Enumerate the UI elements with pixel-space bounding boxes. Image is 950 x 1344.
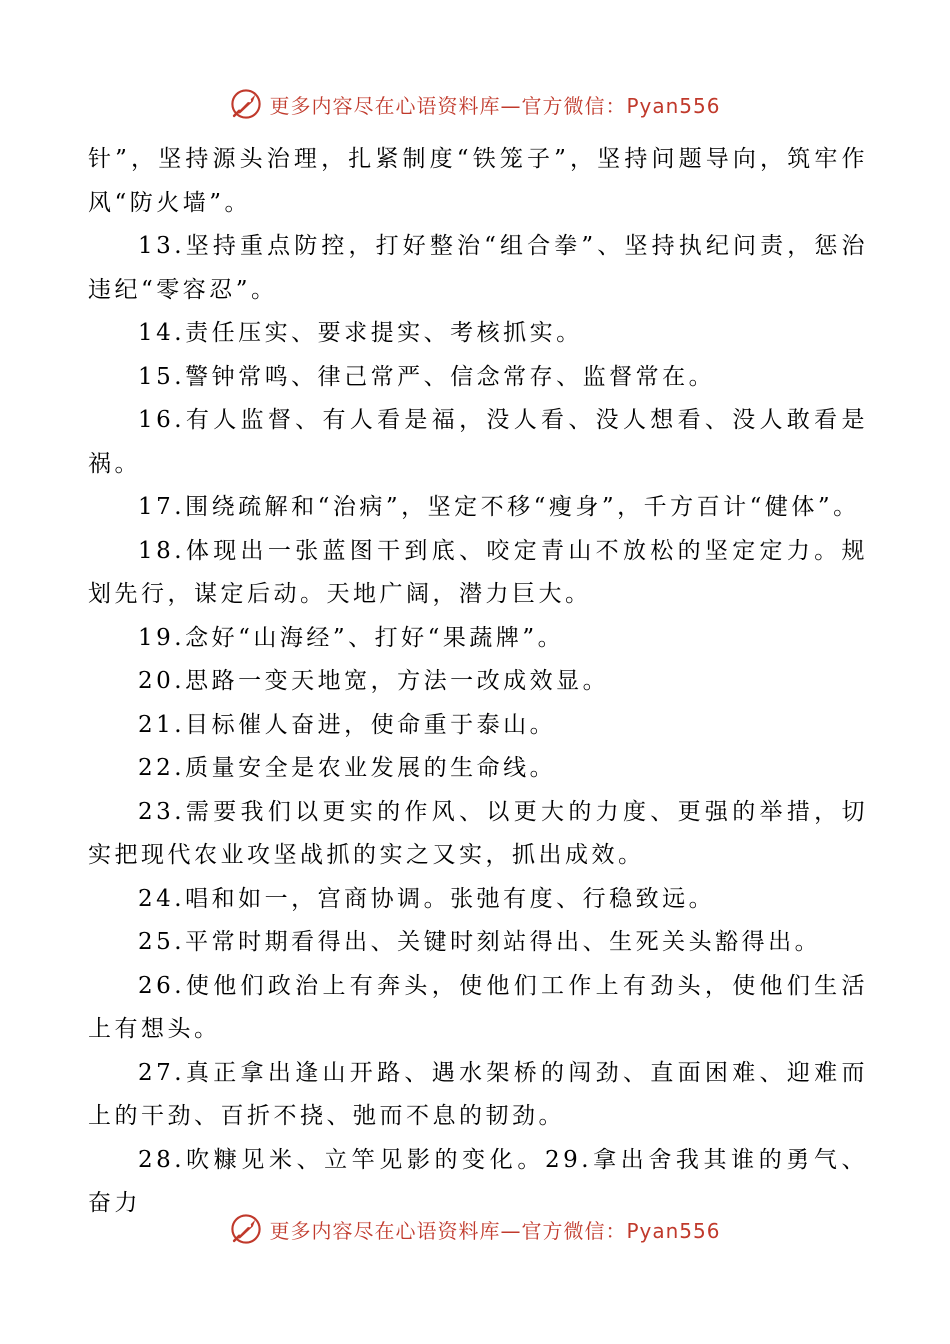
- paragraph-21: 21.目标催人奋进，使命重于泰山。: [138, 711, 557, 738]
- paragraph-14: 14.责任压实、要求提实、考核抓实。: [138, 320, 583, 346]
- paragraph-13: 13.坚持重点防控，打好整治“组合拳”、坚持执纪问责，惩治违纪“零容忍”。: [88, 233, 868, 303]
- paragraph-17: 17.围绕疏解和“治病”，坚定不移“瘦身”，千方百计“健体”。: [138, 494, 860, 520]
- paragraph-28: 28.吹糠见米、立竿见影的变化。29.拿出舍我其谁的勇气、奋力: [88, 1146, 868, 1216]
- pen-nib-logo-icon: [229, 87, 263, 121]
- footer-banner: [0, 1209, 950, 1249]
- paragraph-18: 18.体现出一张蓝图干到底、咬定青山不放松的坚定定力。规划先行，谋定后动。天地广阔，潜力巨大。: [88, 537, 868, 607]
- paragraph-22: 22.质量安全是农业发展的生命线。: [138, 755, 557, 781]
- paragraph-26: 26.使他们政治上有奔头，使他们工作上有劲头，使他们生活上有想头。: [88, 972, 868, 1042]
- header-banner-text: 更多内容尽在心语资料库—官方微信：Pyan556: [269, 93, 721, 118]
- paragraph-24: 24.唱和如一，宫商协调。张弛有度、行稳致远。: [138, 885, 716, 912]
- header-banner: [0, 84, 950, 124]
- pen-nib-logo-icon: [229, 1212, 263, 1246]
- paragraph-16: 16.有人监督、有人看是福，没人看、没人想看、没人敢看是祸。: [88, 407, 868, 477]
- paragraph-0: 针”，坚持源头治理，扎紧制度“铁笼子”，坚持问题导向，筑牢作风“防火墙”。: [88, 146, 868, 216]
- paragraph-19: 19.念好“山海经”、打好“果蔬牌”。: [138, 624, 565, 651]
- footer-banner-text: 更多内容尽在心语资料库—官方微信：Pyan556: [269, 1218, 721, 1243]
- paragraph-23: 23.需要我们以更实的作风、以更大的力度、更强的举措，切实把现代农业攻坚战抓的实之又实，抓出成效。: [88, 798, 868, 868]
- document-body: [88, 138, 868, 1226]
- paragraph-27: 27.真正拿出逢山开路、遇水架桥的闯劲、直面困难、迎难而上的干劲、百折不挠、弛而不息的韧劲。: [88, 1059, 868, 1129]
- paragraph-15: 15.警钟常鸣、律己常严、信念常存、监督常在。: [138, 363, 716, 390]
- paragraph-20: 20.思路一变天地宽，方法一改成效显。: [138, 668, 610, 694]
- paragraph-25: 25.平常时期看得出、关键时刻站得出、生死关头豁得出。: [138, 929, 822, 955]
